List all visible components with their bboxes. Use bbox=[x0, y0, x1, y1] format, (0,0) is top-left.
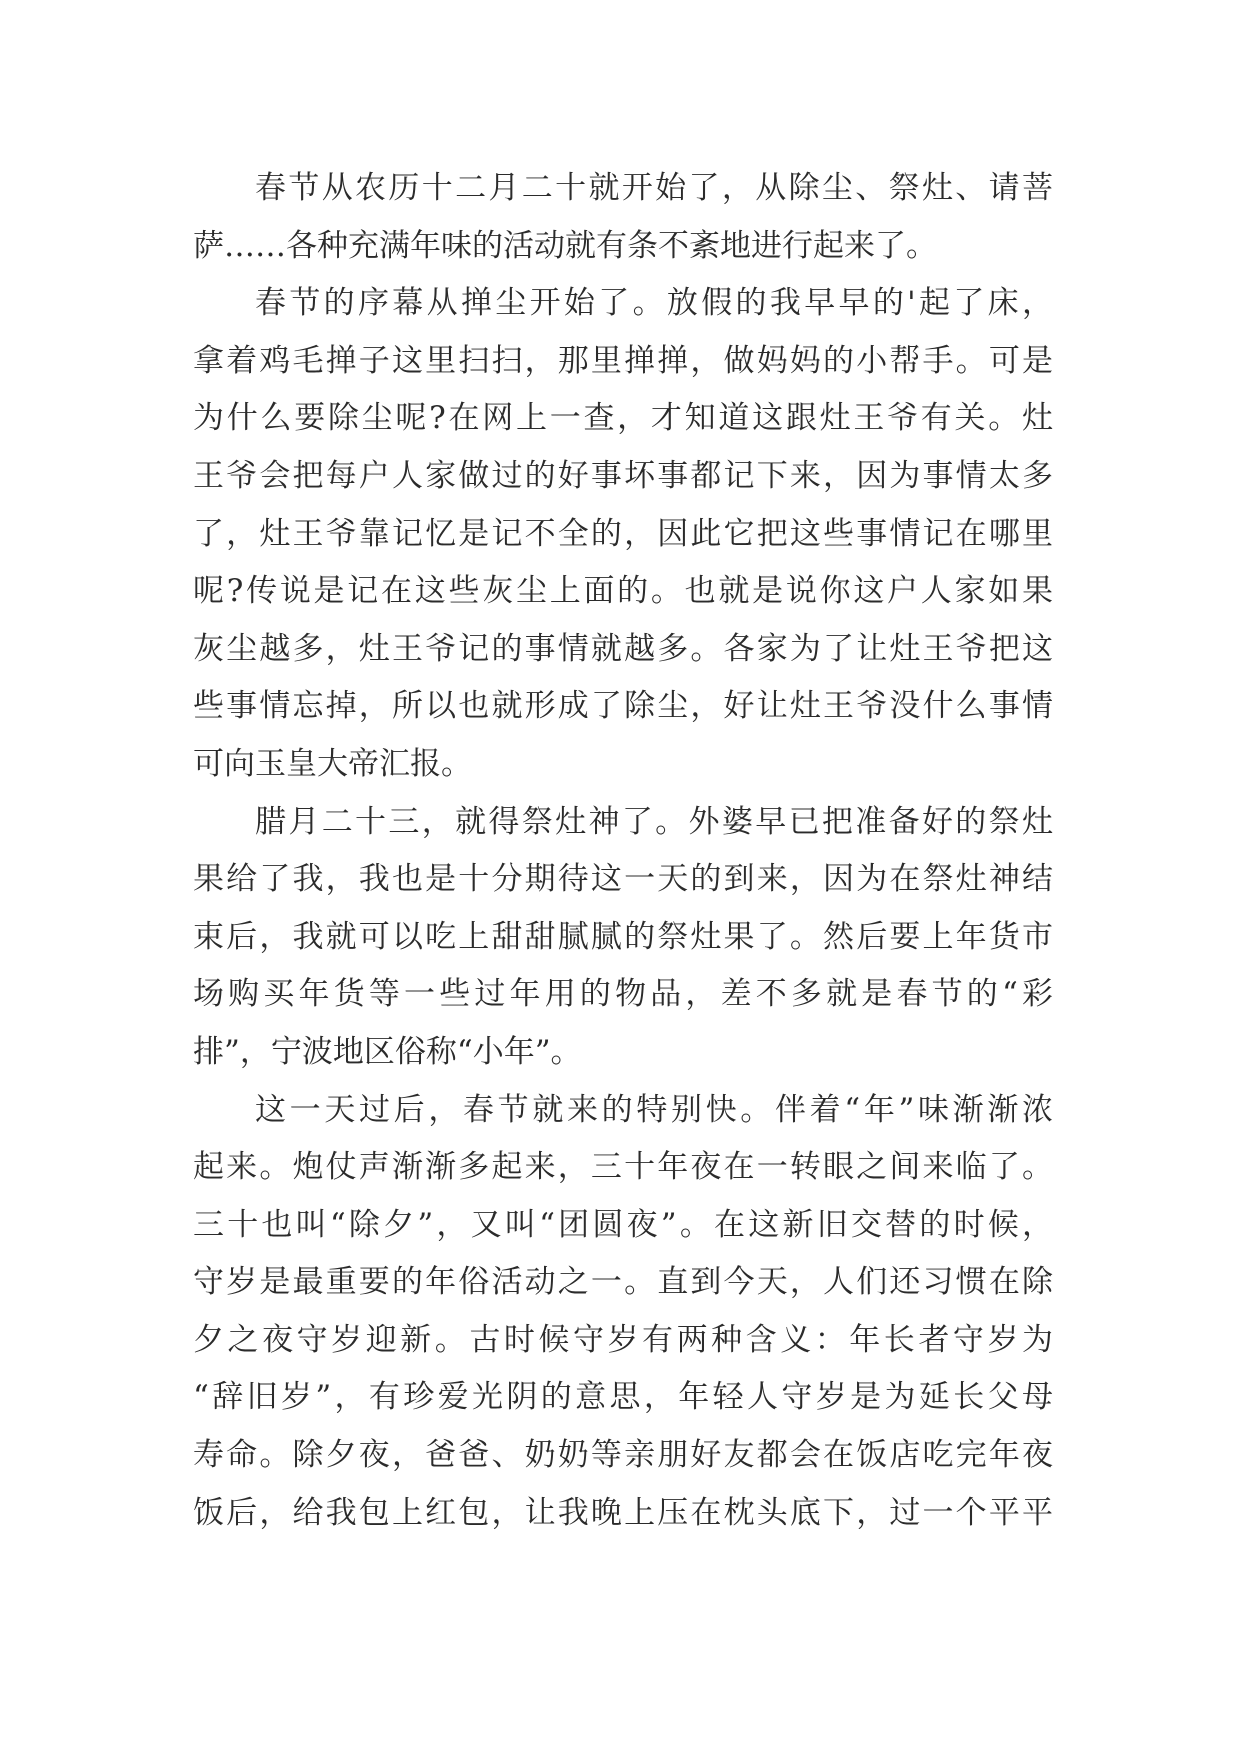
text-line: 腊月二十三，就得祭灶神了。外婆早已把准备好的祭灶 bbox=[255, 803, 1053, 840]
text-line: 拿着鸡毛掸子这里扫扫，那里掸掸，做妈妈的小帮手。可是 bbox=[193, 342, 1053, 379]
text-line: 灰尘越多，灶王爷记的事情就越多。各家为了让灶王爷把这 bbox=[193, 630, 1053, 667]
text-line: “辞旧岁”，有珍爱光阴的意思，年轻人守岁是为延长父母 bbox=[193, 1379, 1053, 1416]
text-line: 些事情忘掉，所以也就形成了除尘，好让灶王爷没什么事情 bbox=[193, 688, 1053, 725]
text-line: 三十也叫“除夕”，又叫“团圆夜”。在这新旧交替的时候， bbox=[193, 1206, 1053, 1243]
text-line: 呢?传说是记在这些灰尘上面的。也就是说你这户人家如果 bbox=[193, 573, 1053, 610]
text-line: 夕之夜守岁迎新。古时候守岁有两种含义：年长者守岁为 bbox=[193, 1321, 1053, 1358]
document-body bbox=[193, 160, 1053, 1542]
text-line: 饭后，给我包上红包，让我晚上压在枕头底下，过一个平平 bbox=[193, 1494, 1053, 1531]
text-line: 萨……各种充满年味的活动就有条不紊地进行起来了。 bbox=[193, 227, 937, 264]
text-line: 这一天过后，春节就来的特别快。伴着“年”味渐渐浓 bbox=[255, 1091, 1053, 1128]
text-line: 了，灶王爷靠记忆是记不全的，因此它把这些事情记在哪里 bbox=[193, 515, 1053, 552]
text-line: 起来。炮仗声渐渐多起来，三十年夜在一转眼之间来临了。 bbox=[193, 1149, 1053, 1186]
text-line: 春节的序幕从掸尘开始了。放假的我早早的'起了床， bbox=[255, 285, 1053, 322]
text-line: 寿命。除夕夜，爸爸、奶奶等亲朋好友都会在饭店吃完年夜 bbox=[193, 1437, 1053, 1474]
text-line: 果给了我，我也是十分期待这一天的到来，因为在祭灶神结 bbox=[193, 861, 1053, 898]
text-line: 守岁是最重要的年俗活动之一。直到今天，人们还习惯在除 bbox=[193, 1264, 1053, 1301]
text-line: 束后，我就可以吃上甜甜腻腻的祭灶果了。然后要上年货市 bbox=[193, 918, 1053, 955]
text-line: 王爷会把每户人家做过的好事坏事都记下来，因为事情太多 bbox=[193, 457, 1053, 494]
text-line: 场购买年货等一些过年用的物品，差不多就是春节的“彩 bbox=[193, 976, 1053, 1013]
text-line: 可向玉皇大帝汇报。 bbox=[193, 745, 472, 782]
text-line: 排”，宁波地区俗称“小年”。 bbox=[193, 1033, 582, 1070]
text-line: 春节从农历十二月二十就开始了，从除尘、祭灶、请菩 bbox=[255, 170, 1053, 206]
text-line: 为什么要除尘呢?在网上一查，才知道这跟灶王爷有关。灶 bbox=[193, 400, 1053, 437]
